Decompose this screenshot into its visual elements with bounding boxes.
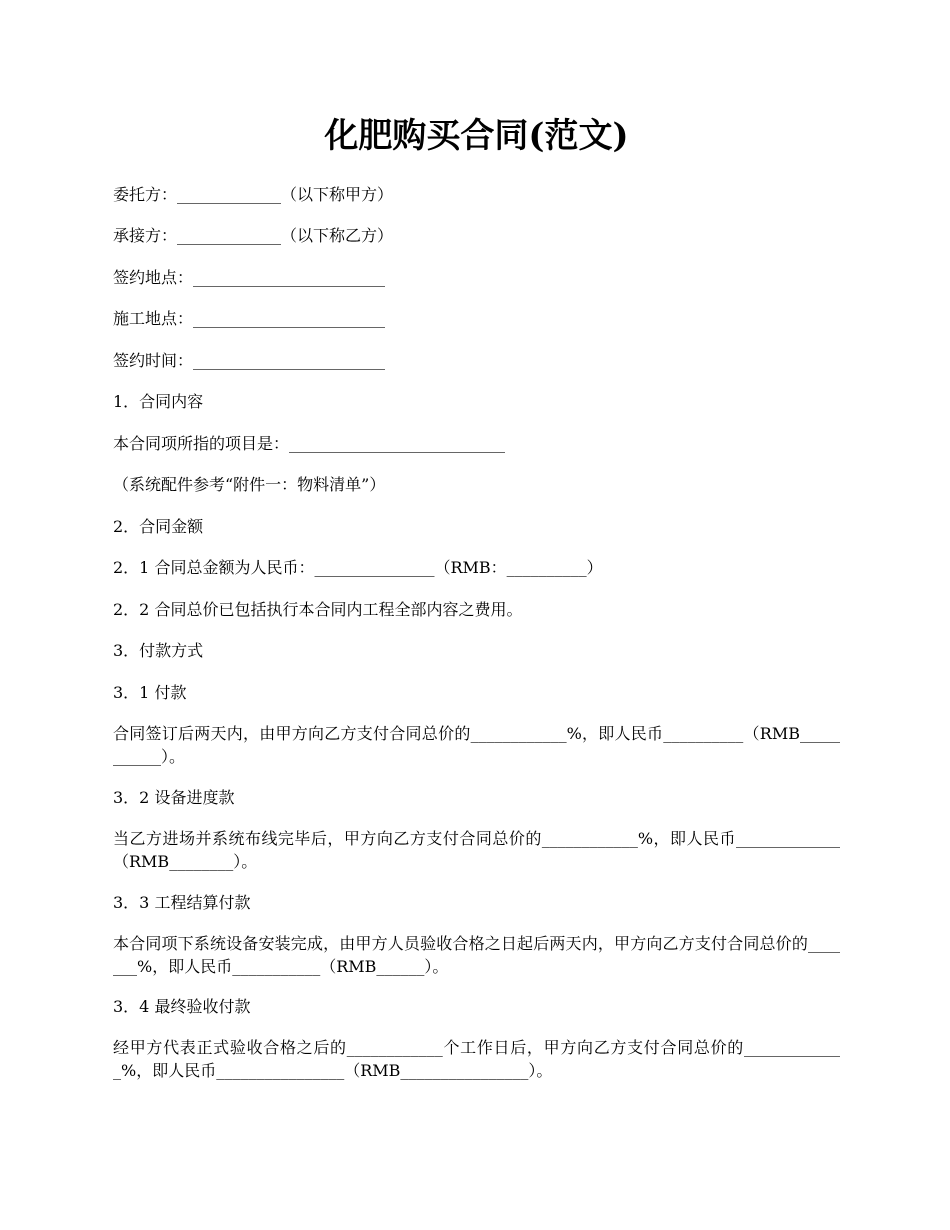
clause-3-3-heading: 3．3 工程结算付款	[113, 893, 251, 912]
construction-place-line: 施工地点：________________________	[113, 309, 386, 328]
section-heading-3: 3．付款方式	[113, 641, 204, 660]
section-heading-2: 2．合同金额	[113, 517, 204, 536]
clause-3-1-heading: 3．1 付款	[113, 683, 187, 702]
section-heading-1: 1．合同内容	[113, 392, 204, 411]
party-b-line: 承接方：_____________（以下称乙方）	[113, 226, 394, 245]
clause-3-2-body: 当乙方进场并系统布线完毕后，甲方向乙方支付合同总价的____________%，即人民币_____________（RMB________）。	[113, 829, 840, 871]
document-title: 化肥购买合同(范文)	[324, 116, 629, 156]
party-a-line: 委托方：_____________（以下称甲方）	[113, 185, 394, 204]
signing-place-line: 签约地点：________________________	[113, 268, 386, 287]
clause-3-4-body: 经甲方代表正式验收合格之后的____________个工作日后，甲方向乙方支付合同总价的_____________%，即人民币________________（RMB________________）。	[113, 1038, 840, 1080]
attachment-note: （系统配件参考“附件一：物料清单”）	[113, 475, 386, 494]
clause-2-2: 2．2 合同总价已包括执行本合同内工程全部内容之费用。	[113, 600, 523, 619]
signing-time-line: 签约时间：________________________	[113, 351, 386, 370]
project-line: 本合同项所指的项目是：___________________________	[113, 434, 506, 453]
clause-3-4-heading: 3．4 最终验收付款	[113, 997, 251, 1016]
clause-3-1-body: 合同签订后两天内，由甲方向乙方支付合同总价的____________%，即人民币__________（RMB___________）。	[113, 724, 840, 766]
clause-3-3-body: 本合同项下系统设备安装完成，由甲方人员验收合格之日起后两天内，甲方向乙方支付合同总价的_______%，即人民币___________（RMB______）。	[113, 934, 840, 976]
clause-3-2-heading: 3．2 设备进度款	[113, 788, 235, 807]
clause-2-1: 2．1 合同总金额为人民币：_______________（RMB：__________）	[113, 558, 603, 577]
